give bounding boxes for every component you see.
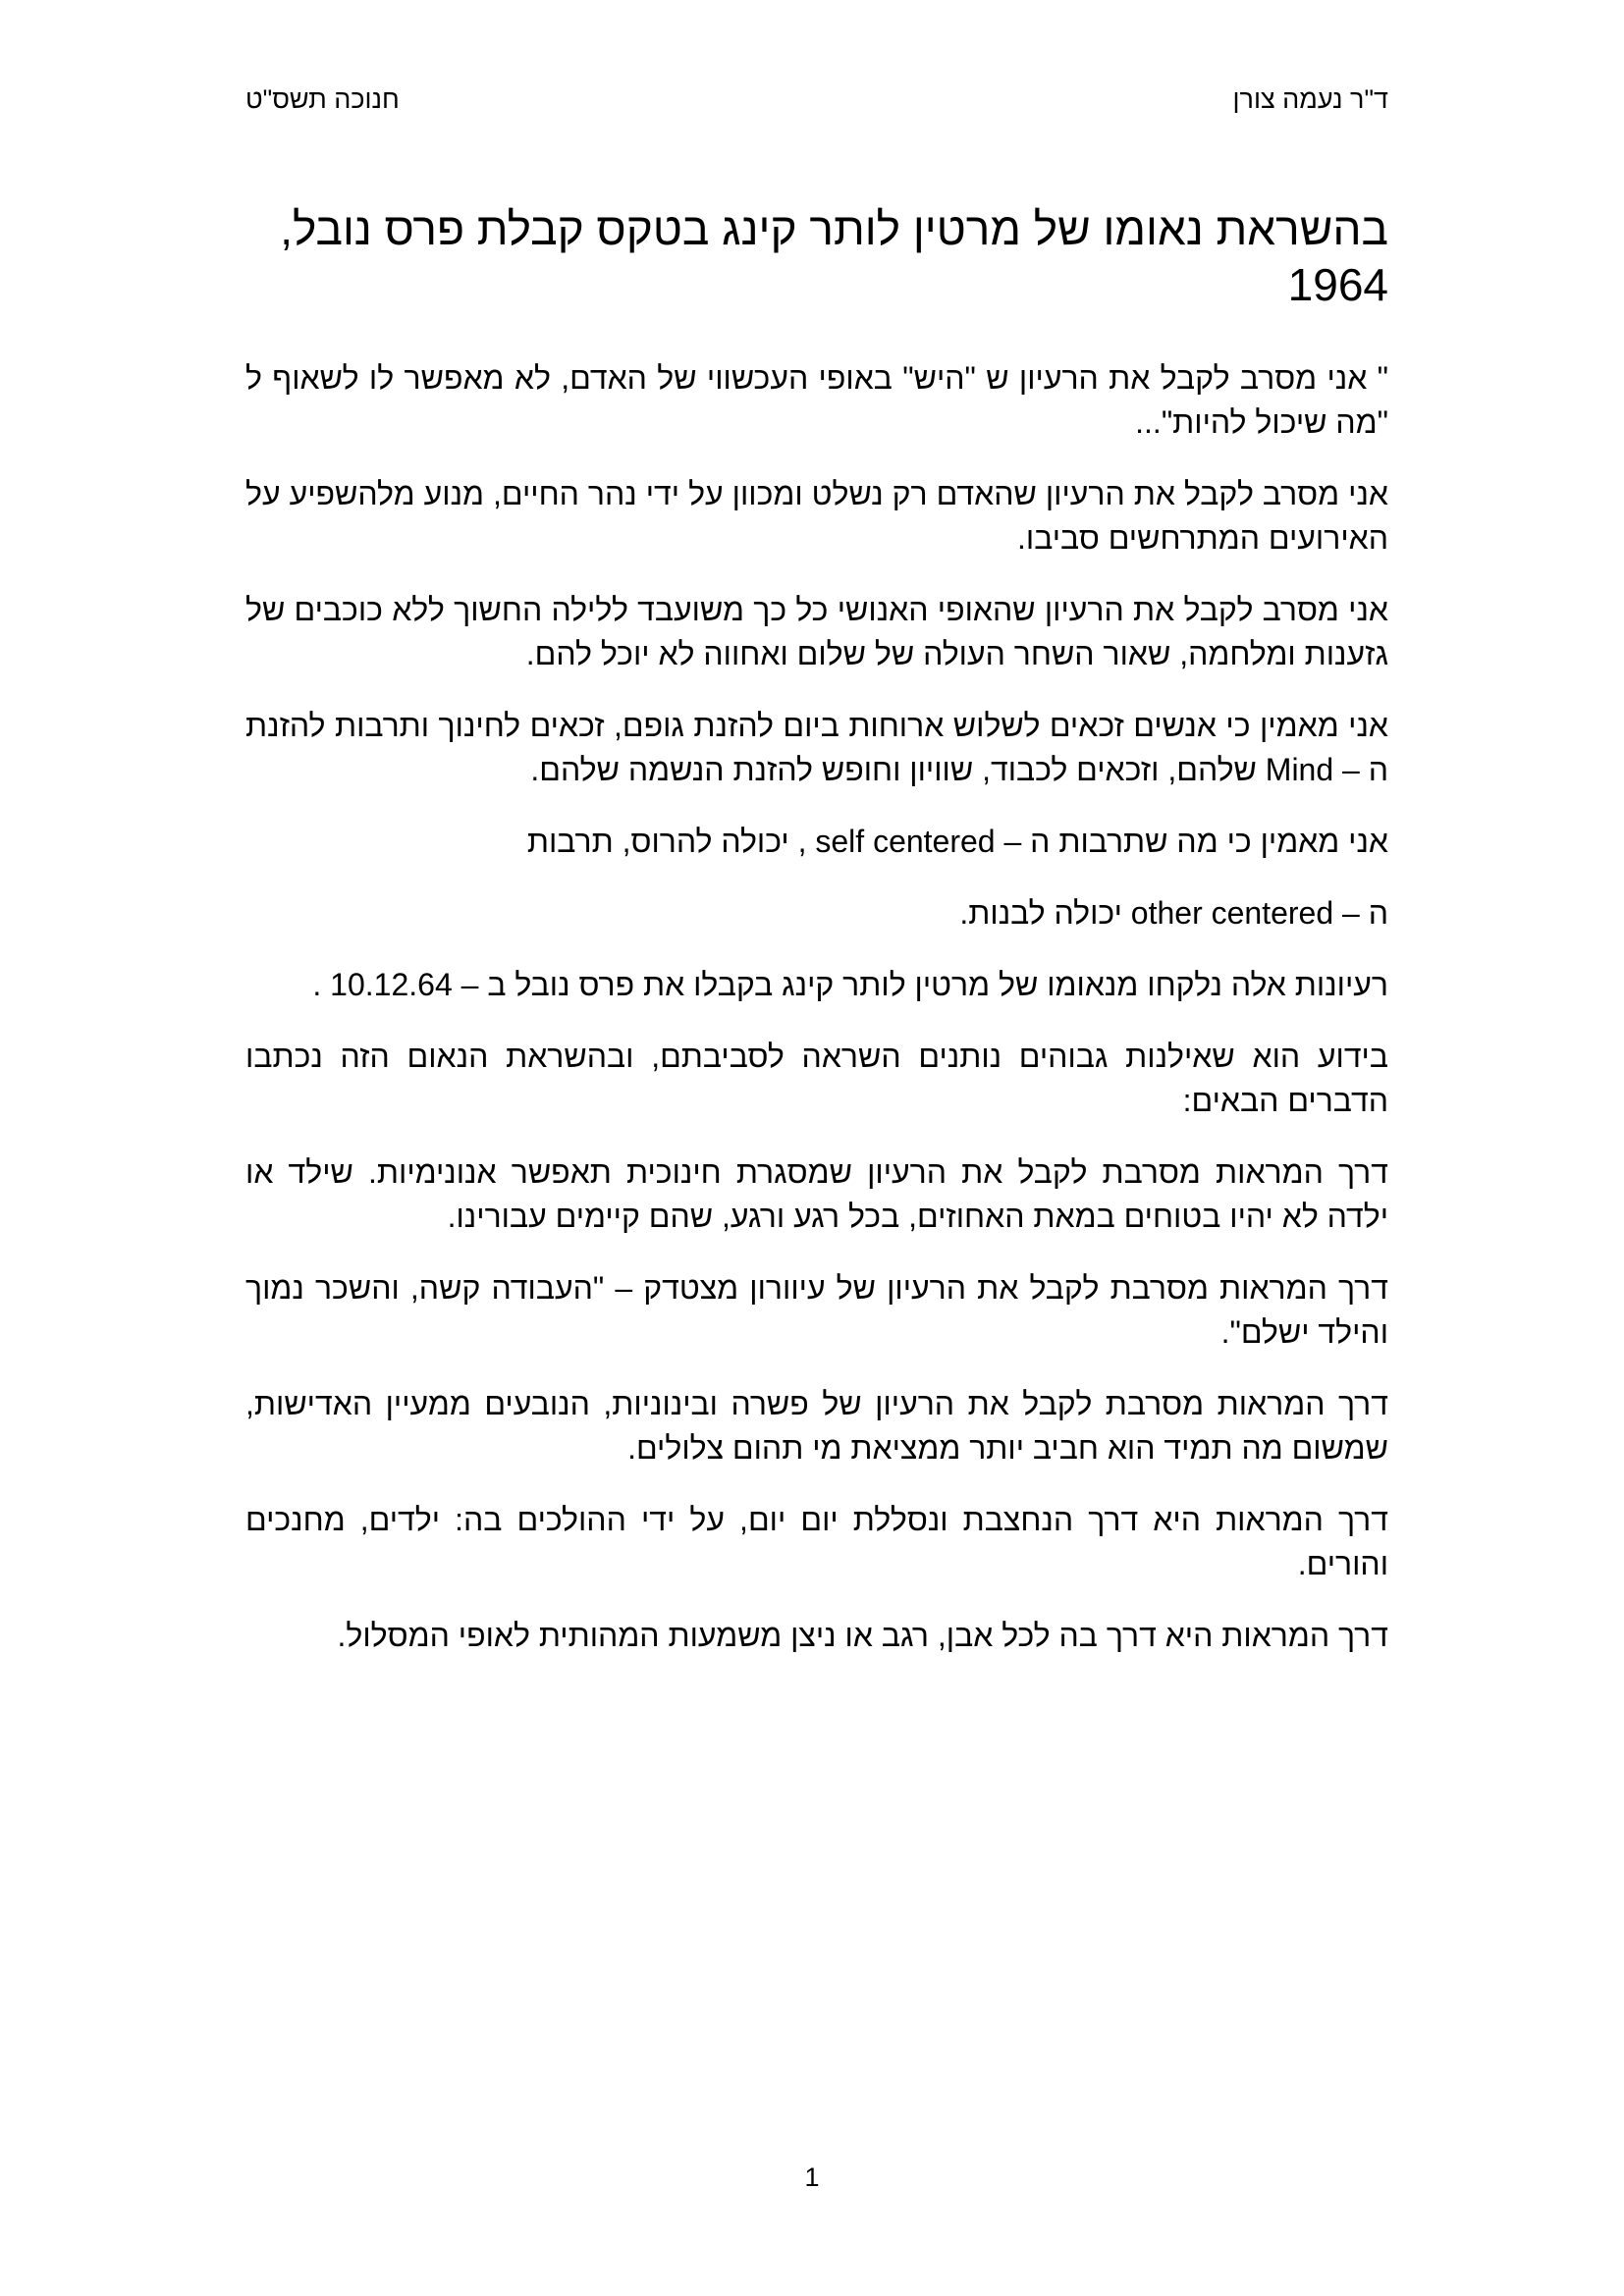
paragraph-4: אני מאמין כי אנשים זכאים לשלוש ארוחות ביום להזנת גופם, זכאים לחינוך ותרבות להזנת ה – Mind שלהם, וזכאים לכבוד, שוויון וחופש להזנת הנשמה שלהם.: [245, 708, 1388, 787]
paragraph-11: דרך המראות מסרבת לקבל את הרעיון של פשרה ובינוניות, הנובעים ממעיין האדישות, שמשום מה תמיד הוא חביב יותר ממציאת מי תהום צלולים.: [245, 1386, 1388, 1466]
document-body: [245, 201, 1388, 1685]
paragraph-7: רעיונות אלה נלקחו מנאומו של מרטין לותר קינג בקבלו את פרס נובל ב – 10.12.64 .: [312, 967, 1388, 1002]
paragraph-6: ה – other centered יכולה לבנות.: [959, 895, 1388, 931]
paragraph-12: דרך המראות היא דרך הנחצבת ונסללת יום יום, על ידי ההולכים בה: ילדים, מחנכים והורים.: [245, 1502, 1388, 1581]
paragraph-10: דרך המראות מסרבת לקבל את הרעיון של עיוורון מצטדק – "העבודה קשה, והשכר נמוך והילד ישלם".: [245, 1270, 1388, 1350]
paragraph-1: " אני מסרב לקבל את הרעיון ש "היש" באופי העכשווי של האדם, לא מאפשר לו לשאוף ל "מה שיכול להיות"...: [245, 360, 1388, 440]
header-date: חנוכה תשס"ט: [245, 84, 400, 114]
paragraph-13: דרך המראות היא דרך בה לכל אבן, רגב או ניצן משמעות המהותית לאופי המסלול.: [337, 1618, 1388, 1653]
paragraph-8: בידוע הוא שאילנות גבוהים נותנים השראה לסביבתם, ובהשראת הנאום הזה נכתבו הדברים הבאים:: [245, 1039, 1388, 1118]
paragraph-3: אני מסרב לקבל את הרעיון שהאופי האנושי כל כך משועבד ללילה החשוך ללא כוכבים של גזענות ומלחמה, שאור השחר העולה של שלום ואחווה לא יוכל להם.: [245, 592, 1388, 671]
paragraph-2: אני מסרב לקבל את הרעיון שהאדם רק נשלט ומכוון על ידי נהר החיים, מנוע מלהשפיע על האירועים המתרחשים סביבו.: [245, 476, 1388, 556]
document-title: בהשראת נאומו של מרטין לותר קינג בטקס קבלת פרס נובל, 1964: [280, 203, 1388, 310]
header-author: ד"ר נעמה צורן: [1232, 84, 1388, 114]
paragraph-5: אני מאמין כי מה שתרבות ה – self centered , יכולה להרוס, תרבות: [526, 824, 1388, 859]
paragraph-9: דרך המראות מסרבת לקבל את הרעיון שמסגרת חינוכית תאפשר אנונימיות. שילד או ילדה לא יהיו בטוחים במאת האחוזים, בכל רגע ורגע, שהם קיימים עבורינו.: [245, 1154, 1388, 1234]
page-header: [245, 84, 1388, 124]
page-number: 1: [804, 2163, 820, 2192]
